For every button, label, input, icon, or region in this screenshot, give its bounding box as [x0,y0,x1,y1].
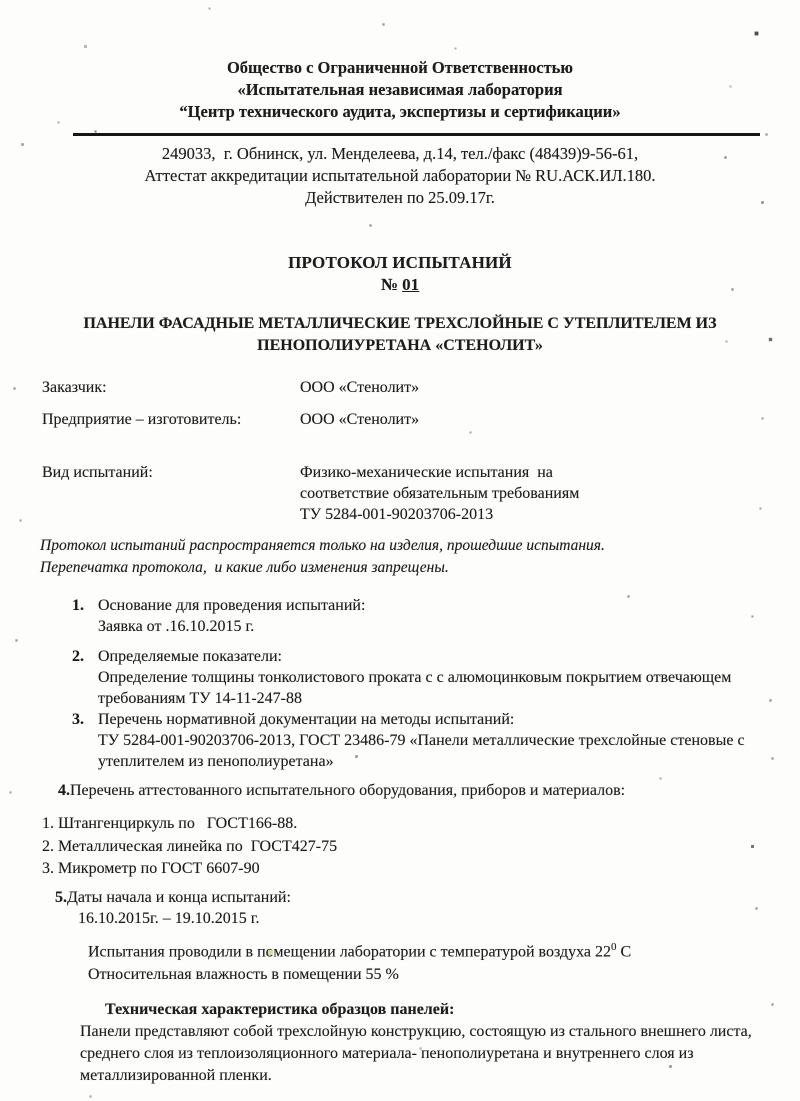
test-type-label: Вид испытаний: [42,464,153,481]
test-dates: 16.10.2015г. – 19.10.2015 г. [78,909,260,927]
technical-characteristics [0,999,800,1087]
document-title: ПРОТОКОЛ ИСПЫТАНИЙ [288,253,512,272]
tech-heading: Техническая характеристика образцов панелей: [105,1000,455,1018]
section-4-number: 4. [58,782,70,799]
org-name-line-3: “Центр технического аудита, экспертизы и сертификации» [179,102,621,121]
test-type-value [300,462,770,525]
item-3 [72,709,772,772]
temperature-line [88,936,770,963]
equipment-item-2: 2. Металлическая линейка по ГОСТ427-75 [42,837,338,855]
test-type-line-2: соответствие обязательным требованиям [300,485,580,502]
disclaimer-line-2: Перепечатка протокола, и какие либо изменения запрещены. [40,558,449,576]
manufacturer-label: Предприятие – изготовитель: [42,411,242,428]
item-2-number: 2. [72,648,84,665]
item-1-number: 1. [72,597,84,614]
test-type-row [42,462,770,525]
item-3-heading: Перечень нормативной документации на методы испытаний: [98,711,515,728]
item-2 [72,646,772,709]
letterhead-divider-line [73,133,760,136]
item-2-body: Определение толщины тонколистового проката с с алюмоцинковым покрытием отвечающем требованиям ТУ 14-11-247-88 [98,669,732,707]
tech-paragraph: Панели представляют собой трехслойную конструкцию, состоящую из стального внешнего листа, среднего слоя из теплоизоляционного материала- пенополиуретана и внутреннего слоя из металлизированной пленки. [80,1022,752,1084]
section-4-title: Перечень аттестованного испытательного оборудования, приборов и материалов: [70,782,626,799]
item-1 [72,595,772,637]
section-5 [55,887,770,930]
temperature-text: Испытания проводили в помещении лаборатории с температурой воздуха 22 [88,942,612,960]
item-2-heading: Определяемые показатели: [98,648,282,665]
customer-label: Заказчик: [42,379,107,396]
subject-line-2: ПЕНОПОЛИУРЕТАНА «СТЕНОЛИТ» [257,337,543,354]
header-fields [42,377,770,525]
temperature-superscript: 0 [611,940,617,953]
letterhead [0,0,800,123]
number-value: 01 [402,275,420,294]
document-subject [0,313,800,357]
equipment-item-3: 3. Микрометр по ГОСТ 6607-90 [42,860,260,877]
accreditation-line: Аттестат аккредитации испытательной лаборатории № RU.АСК.ИЛ.180. [144,166,656,185]
number-sign: № [380,275,403,294]
item-1-text [98,595,772,637]
test-conditions [88,936,770,986]
customer-value: ООО «Стенолит» [300,379,420,396]
temperature-unit: С [616,942,632,960]
test-type-line-3: ТУ 5284-001-90203706-2013 [300,506,494,523]
item-3-number: 3. [72,711,84,728]
manufacturer-value: ООО «Стенолит» [300,411,420,428]
disclaimer-line-1: Протокол испытаний распространяется только на изделия, прошедшие испытания. [40,537,605,554]
document-number [0,274,800,296]
equipment-item-1: 1. Штангенциркуль по ГОСТ166-88. [42,815,298,832]
section-5-title: Даты начала и конца испытаний: [67,888,291,906]
item-1-body: Заявка от .16.10.2015 г. [98,618,255,635]
validity-line: Действителен по 25.09.17г. [305,188,495,207]
disclaimer [40,535,770,578]
item-3-body: ТУ 5284-001-90203706-2013, ГОСТ 23486-79 «Панели металлические трехслойные стеновые с утеплителем из пенополиуретана» [98,732,745,770]
address-line: 249033, г. Обнинск, ул. Менделеева, д.14, тел./факс (48439)9-56-61, [161,144,639,163]
item-3-text [98,709,772,772]
section-5-number: 5. [55,888,67,906]
numbered-items [72,595,772,772]
section-5-heading [55,887,770,908]
humidity-line: Относительная влажность в помещении 55 % [88,965,399,983]
letterhead-contacts [0,143,800,209]
section-4-heading [58,780,770,801]
equipment-list [42,813,770,881]
org-name-line-2: «Испытательная независимая лаборатория [237,80,563,99]
item-2-text [98,646,772,709]
customer-row [42,377,770,398]
manufacturer-row [42,409,770,430]
subject-line-1: ПАНЕЛИ ФАСАДНЫЕ МЕТАЛЛИЧЕСКИЕ ТРЕХСЛОЙНЫЕ С УТЕПЛИТЕЛЕМ ИЗ [83,315,717,332]
item-1-heading: Основание для проведения испытаний: [98,597,366,614]
test-type-line-1: Физико-механические испытания на [300,464,553,481]
org-name-line-1: Общество с Ограниченной Ответственностью [226,58,574,77]
